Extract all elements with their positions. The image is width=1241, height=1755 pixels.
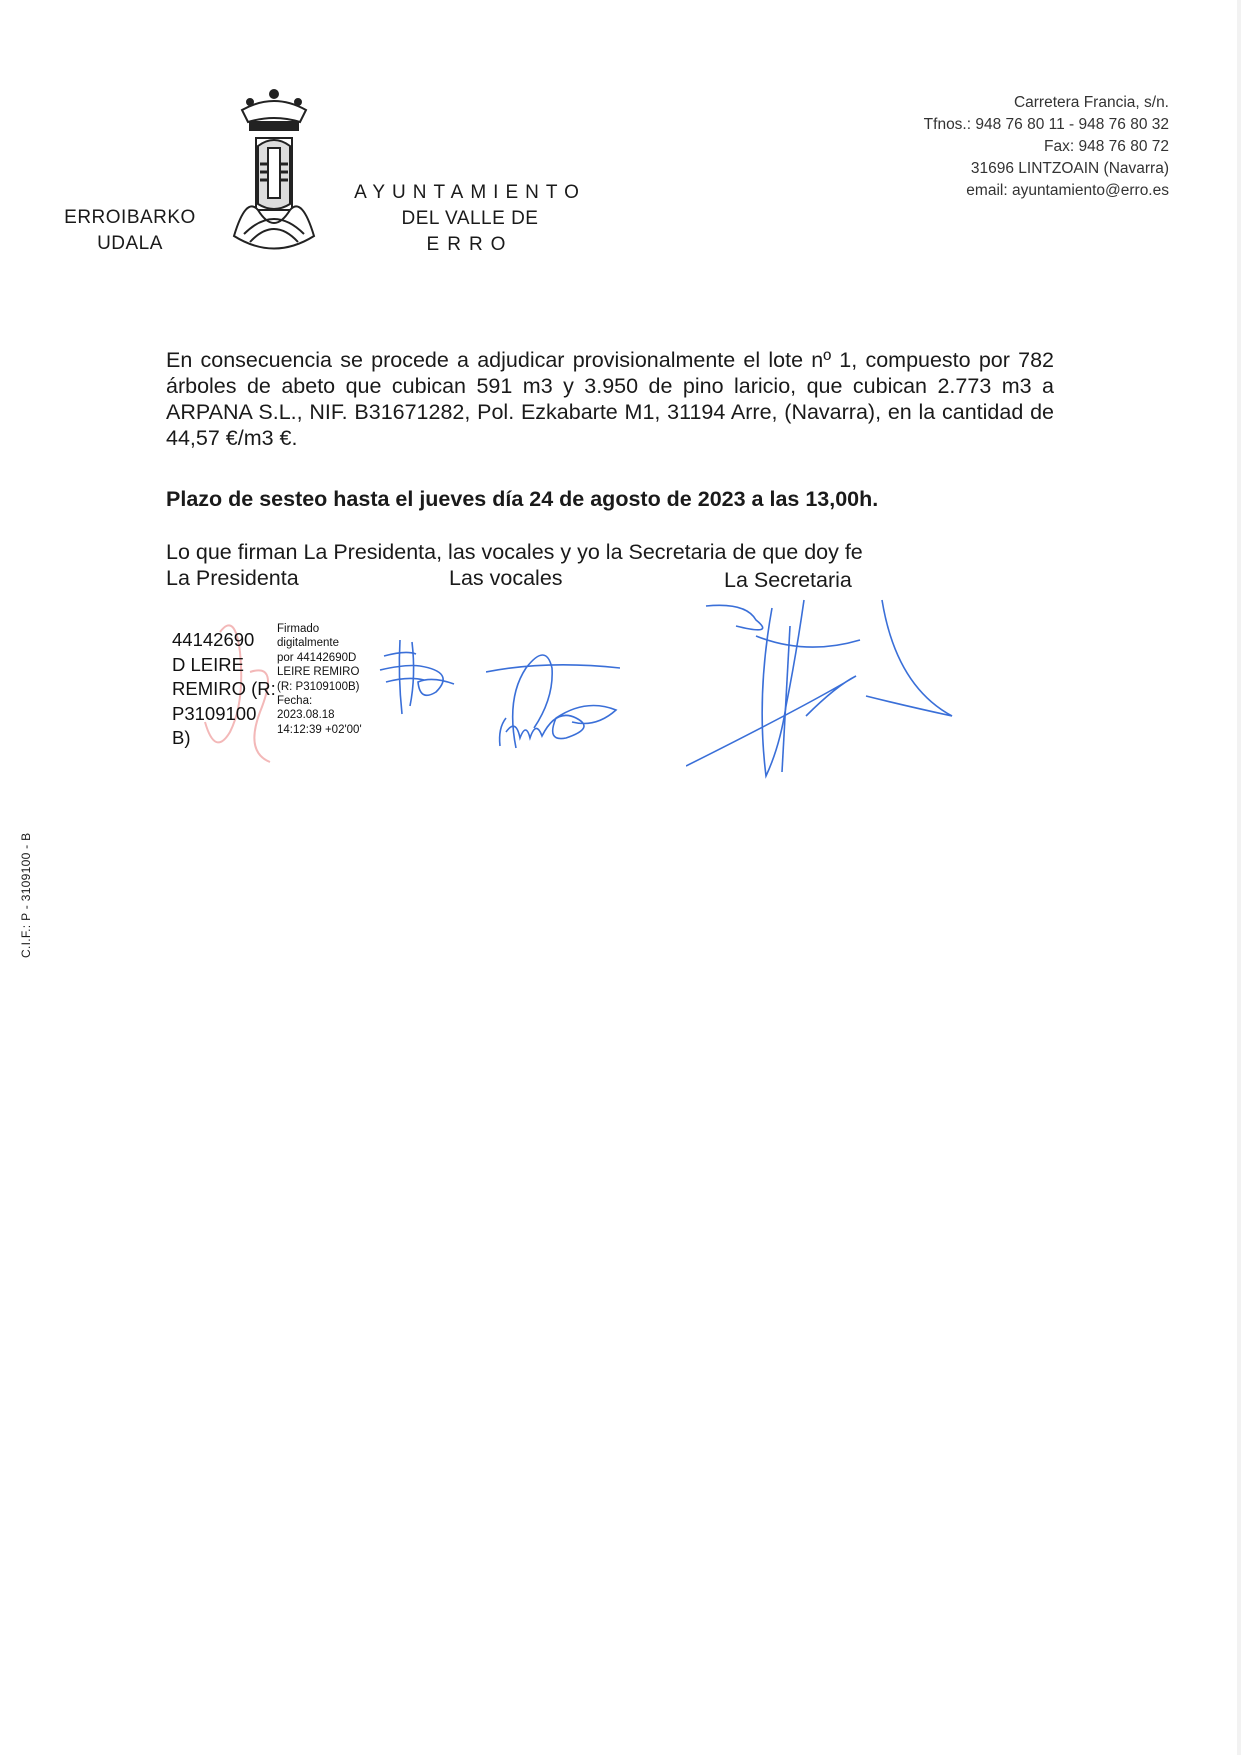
digital-signature-detail-line: 2023.08.18 [277,709,335,722]
municipality-name-spanish-line: ERRO [426,234,514,255]
digital-signature-line: P3109100 [172,702,257,724]
role-secretary: La Secretaria [724,568,852,592]
page-edge [1237,0,1241,1755]
signing-statement: Lo que firman La Presidenta, las vocales y yo la Secretaria de que doy fe [166,540,863,564]
role-members: Las vocales [449,566,563,590]
municipality-name-basque [55,205,205,257]
contact-fax: Fax: 948 76 80 72 [1044,138,1169,155]
contact-phones: Tfnos.: 948 76 80 11 - 948 76 80 32 [923,116,1169,133]
digital-signature-detail-line: (R: P3109100B) [277,680,360,693]
contact-block [809,92,1169,202]
digital-signature-name [172,628,282,751]
contact-address: Carretera Francia, s/n. [1013,94,1169,111]
municipality-name-basque-line: ERROIBARKO [64,207,196,228]
adjudication-paragraph: En consecuencia se procede a adjudicar provisionalmente el lote nº 1, compuesto por 782 árboles de abeto que cubican 591 m3 y 3.950 de pino laricio, que cubican 2.773 m3 a ARPANA S.L., NIF. B31671282, Pol. Ezkabarte M1, 31194 Arre, (Navarra), en la cantidad de 44,57 €/m3 €. [166,348,1054,450]
municipality-name-spanish [340,180,600,258]
digital-signature-detail-line: LEIRE REMIRO [277,666,360,679]
digital-signature-detail-line: digitalmente [277,637,340,650]
role-president: La Presidenta [166,566,299,590]
municipality-name-basque-line: UDALA [97,233,163,254]
side-tax-id: C.I.F.: P - 3109100 - B [19,832,33,958]
digital-signature-line: REMIRO (R: [172,678,276,699]
digital-signature-line: B) [172,727,191,748]
handwritten-signature-1-icon [376,636,456,718]
digital-signature-detail-line: Firmado [277,623,320,635]
municipality-name-spanish-line: AYUNTAMIENTO [354,182,586,203]
digital-signature-detail-line: 14:12:39 +02'00' [277,723,362,736]
knight-helmet-crest-icon [228,86,320,256]
digital-signature-detail-line: por 44142690D [277,651,357,664]
contact-postal: 31696 LINTZOAIN (Navarra) [970,160,1169,177]
digital-signature-details [277,622,387,737]
deadline-statement: Plazo de sesteo hasta el jueves día 24 de agosto de 2023 a las 13,00h. [166,487,879,511]
digital-signature-line: D LEIRE [172,653,244,675]
municipality-name-spanish-line: DEL VALLE DE [401,208,539,229]
digital-signature-line: 44142690 [172,629,255,650]
handwritten-signature-2-icon [486,638,620,758]
handwritten-signature-3-icon [686,596,954,782]
contact-email: email: ayuntamiento@erro.es [966,182,1169,199]
digital-signature-detail-line: Fecha: [277,695,313,708]
